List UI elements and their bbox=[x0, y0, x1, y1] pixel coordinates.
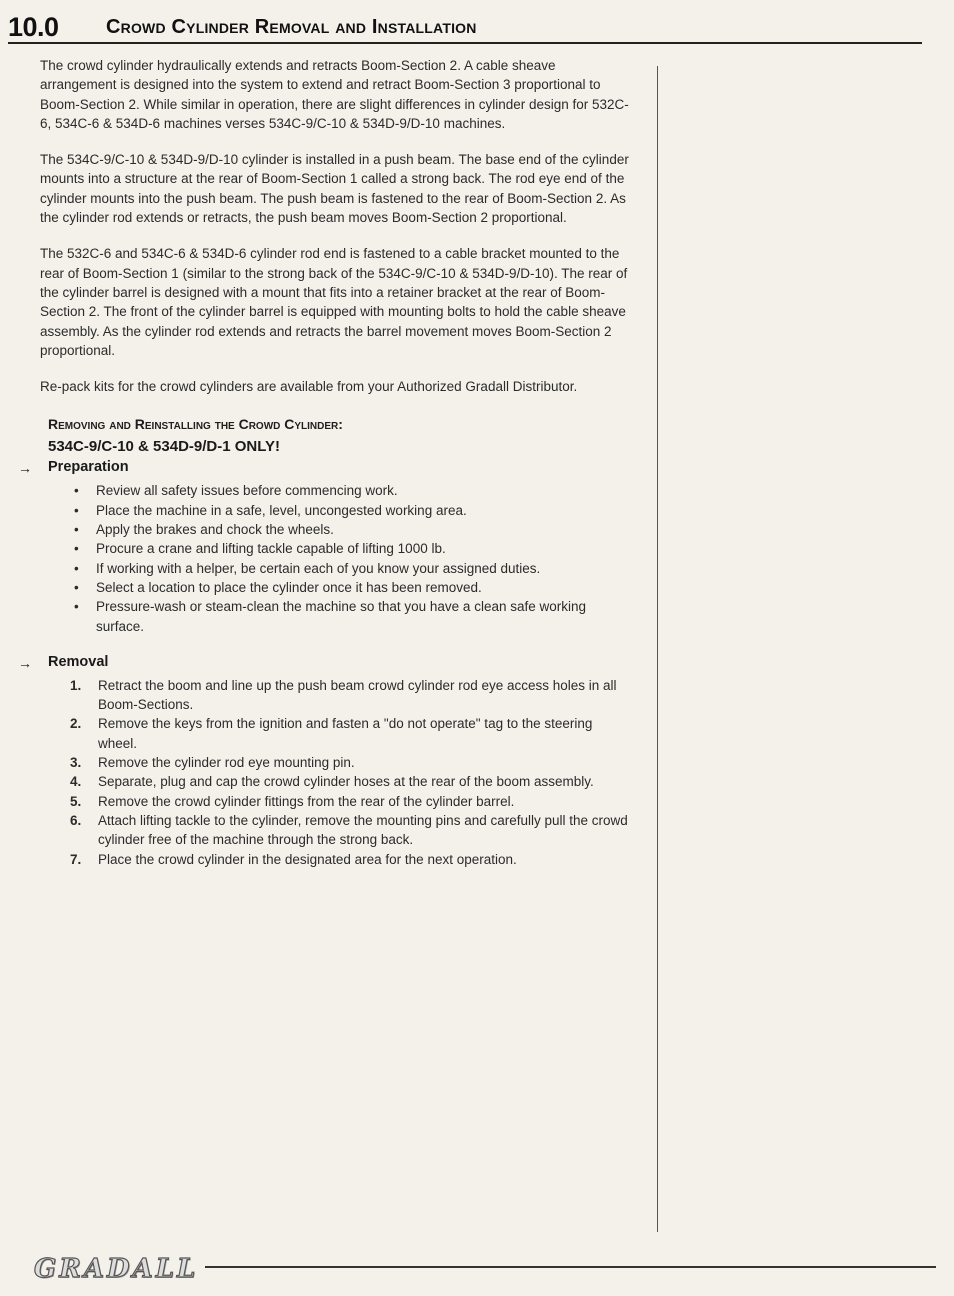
procedure-subheading: Removing and Reinstalling the Crowd Cylinder: bbox=[48, 416, 343, 433]
header-rule bbox=[8, 42, 922, 44]
list-item: • Procure a crane and lifting tackle capable of lifting 1000 lb. bbox=[74, 539, 630, 558]
gradall-logo: GRADALL bbox=[34, 1254, 199, 1284]
removal-steps bbox=[40, 676, 630, 869]
step-number: 6. bbox=[70, 812, 82, 828]
step-number: 1. bbox=[70, 677, 82, 693]
list-item: 2. Remove the keys from the ignition and fasten a "do not operate" tag to the steering wheel. bbox=[70, 716, 593, 751]
step-number: 3. bbox=[70, 755, 82, 771]
list-item: 6. Attach lifting tackle to the cylinder, remove the mounting pins and carefully pull the crowd cylinder free of the machine through the strong back. bbox=[70, 812, 628, 848]
list-item: 4. Separate, plug and cap the crowd cylinder hoses at the rear of the boom assembly. bbox=[70, 772, 630, 791]
bullet-icon: • bbox=[74, 599, 79, 615]
section-number: 10.0 bbox=[8, 12, 59, 42]
list-item: • Apply the brakes and chock the wheels. bbox=[74, 520, 630, 539]
bullet-icon: • bbox=[74, 483, 79, 499]
bullet-icon: • bbox=[74, 541, 79, 557]
preparation-heading bbox=[18, 459, 630, 477]
bullet-icon: • bbox=[74, 579, 79, 595]
list-item: 1. Retract the boom and line up the push beam crowd cylinder rod eye access holes in all Boom-Sections. bbox=[70, 677, 617, 713]
footer-rule bbox=[205, 1266, 936, 1268]
list-item: • Review all safety issues before commencing work. bbox=[74, 481, 630, 500]
vertical-rule bbox=[657, 66, 658, 1232]
models-note: 534C-9/C-10 & 534D-9/D-1 ONLY! bbox=[48, 438, 281, 456]
intro-paragraph: The crowd cylinder hydraulically extends and retracts Boom-Section 2. A cable sheave arrangement is designed into the system to extend and retract Boom-Section 3 proportional to Boom-Section 2. While similar in operation, there are slight differences in cylinder design for 532C-6, 534C-6 & 534D-6 machines verses 534C-9/C-10 & 534D-9/D-10 machines. bbox=[40, 58, 629, 131]
removal-heading bbox=[18, 653, 630, 671]
step-number: 4. bbox=[70, 774, 82, 790]
bullet-icon: • bbox=[74, 502, 79, 518]
list-item: • If working with a helper, be certain each of you know your assigned duties. bbox=[74, 559, 630, 578]
list-item: 3. Remove the cylinder rod eye mounting pin. bbox=[70, 753, 630, 772]
step-number: 7. bbox=[70, 851, 82, 867]
cable-bracket-paragraph: The 532C-6 and 534C-6 & 534D-6 cylinder rod end is fastened to a cable bracket mounted to the rear of Boom-Section 1 (similar to the strong back of the 534C-9/C-10 & 534D-9/D-10). The rear of the cylinder barrel is designed with a mount that fits into a retainer bracket at the rear of Boom-Section 2. The front of the cylinder barrel is equipped with mounting bolts to hold the cable sheave assembly. As the cylinder rod extends and retracts the barrel movement moves Boom-Section 2 proportional. bbox=[40, 246, 628, 358]
bullet-icon: • bbox=[74, 560, 79, 576]
step-number: 2. bbox=[70, 716, 82, 732]
section-title: Crowd Cylinder Removal and Installation bbox=[106, 16, 477, 38]
bullet-icon: • bbox=[74, 522, 79, 538]
section-header bbox=[8, 12, 922, 42]
list-item: 5. Remove the crowd cylinder fittings from the rear of the cylinder barrel. bbox=[70, 792, 630, 811]
arrow-right-icon: → bbox=[18, 460, 32, 477]
preparation-title: Preparation bbox=[48, 459, 129, 476]
list-item: • Pressure-wash or steam-clean the machine so that you have a clean safe working surface. bbox=[74, 599, 587, 634]
list-item: • Place the machine in a safe, level, uncongested working area. bbox=[74, 501, 630, 520]
push-beam-paragraph: The 534C-9/C-10 & 534D-9/D-10 cylinder is installed in a push beam. The base end of the cylinder mounts into a structure at the rear of Boom-Section 1 called a strong back. The rod eye end of the cylinder mounts into the push beam. The push beam is fastened to the rear of Boom-Section 2. As the cylinder rod extends or retracts, the push beam moves Boom-Section 2 proportional. bbox=[40, 152, 629, 226]
list-item: • Select a location to place the cylinder once it has been removed. bbox=[74, 578, 630, 597]
list-item: 7. Place the crowd cylinder in the designated area for the next operation. bbox=[70, 850, 630, 869]
step-number: 5. bbox=[70, 793, 82, 809]
repack-kits-paragraph: Re-pack kits for the crowd cylinders are available from your Authorized Gradall Distributor. bbox=[40, 379, 578, 395]
body-column bbox=[18, 56, 630, 869]
removal-title: Removal bbox=[48, 653, 109, 670]
preparation-list bbox=[40, 481, 630, 635]
arrow-right-icon: → bbox=[18, 654, 32, 671]
